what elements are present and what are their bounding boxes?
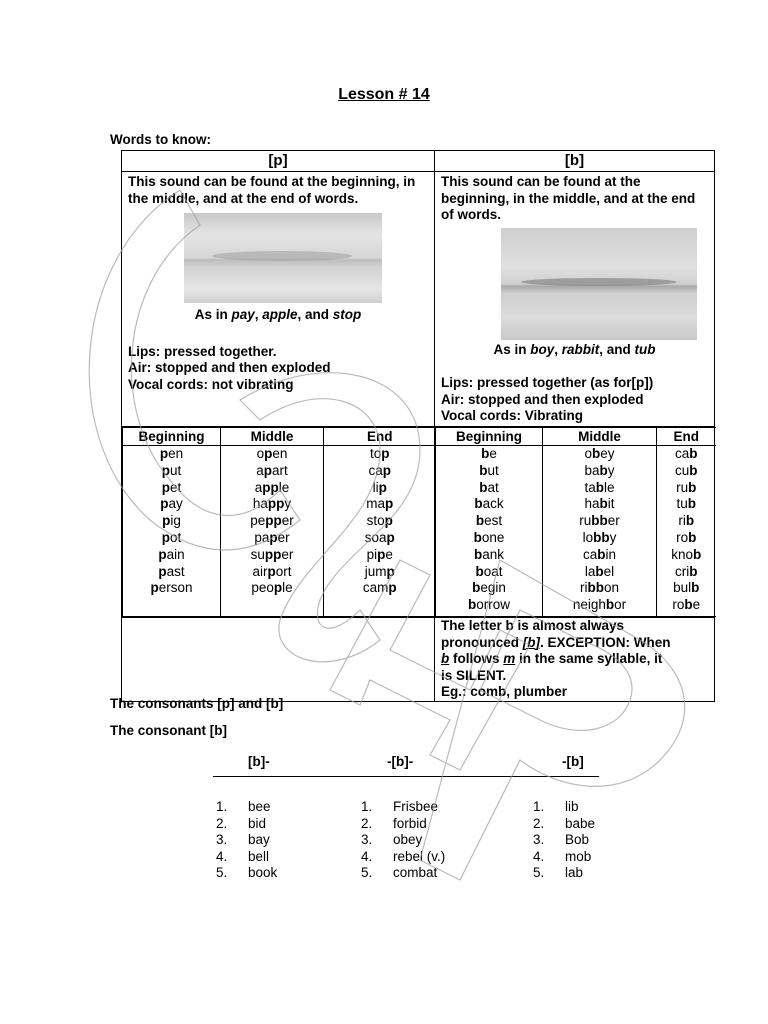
b-articulation: Lips: pressed together (as for[p]) Air: stopped and then exploded Vocal cords: Vibrating	[441, 375, 654, 423]
word-item: borrow	[467, 597, 510, 613]
word-item: soap	[364, 529, 395, 545]
word-item: bank	[473, 546, 505, 562]
word-item: stop	[366, 513, 393, 529]
word-item: pig	[162, 513, 181, 529]
list-item: 4. bell	[216, 848, 270, 864]
empty-cell	[122, 618, 435, 702]
list-item: 2. forbid	[361, 815, 427, 831]
word-item: cabin	[582, 546, 617, 562]
word-item: neighbor	[572, 597, 627, 613]
b-col-beginning: Beginning	[436, 428, 543, 446]
list-item: 2. babe	[533, 815, 596, 831]
p-mouth-image	[184, 213, 382, 303]
word-item: happy	[252, 496, 292, 512]
word-item: airport	[252, 563, 292, 579]
word-item: apple	[254, 479, 290, 495]
list-item: 1. lib	[533, 799, 579, 814]
word-item: person	[150, 580, 193, 596]
word-item: habit	[584, 496, 615, 512]
word-item: label	[584, 563, 615, 579]
word-item: but	[479, 462, 499, 478]
b-words-cell	[435, 427, 715, 618]
p-description-cell	[122, 172, 435, 427]
b-col-middle: Middle	[543, 428, 657, 446]
list-item: 5. lab	[533, 865, 584, 880]
word-item: obey	[584, 446, 615, 461]
word-item: boat	[475, 563, 503, 579]
word-item: cap	[368, 462, 391, 478]
word-item: bone	[473, 529, 505, 545]
word-item: bat	[479, 479, 499, 495]
p-example-caption: As in pay, apple, and stop	[194, 307, 362, 322]
list-item: 4. rebel (v.)	[361, 848, 446, 864]
b-middle-words	[543, 446, 657, 617]
word-item: top	[369, 446, 390, 461]
b-col-end: End	[657, 428, 716, 446]
p-end-words	[324, 446, 436, 617]
section-heading-consonants: The consonants [p] and [b]	[110, 696, 284, 711]
word-item: paper	[254, 529, 290, 545]
words-to-know-label: Words to know:	[110, 132, 211, 147]
b-header: [b]	[435, 151, 715, 172]
word-item: put	[161, 462, 182, 478]
phonics-table	[121, 150, 715, 702]
word-item: map	[366, 496, 394, 512]
p-col-end: End	[324, 428, 436, 446]
list-item: 1. bee	[216, 799, 271, 814]
word-item: crib	[675, 563, 698, 579]
b-end-words	[657, 446, 716, 617]
word-item: jump	[364, 563, 395, 579]
word-item: pet	[161, 479, 182, 495]
p-middle-words	[221, 446, 324, 617]
word-item: camp	[362, 580, 397, 596]
word-item: people	[251, 580, 293, 596]
word-item: baby	[584, 462, 615, 478]
p-articulation: Lips: pressed together. Air: stopped and then exploded Vocal cords: not vibrating	[128, 343, 331, 392]
p-col-beginning: Beginning	[123, 428, 221, 446]
word-item: pepper	[250, 513, 294, 529]
word-item: best	[475, 513, 503, 529]
word-item: pain	[158, 546, 185, 562]
word-item: pay	[160, 496, 183, 512]
word-item: ribbon	[579, 580, 620, 596]
list-item: 3. Bob	[533, 832, 590, 847]
word-item: knob	[671, 546, 702, 562]
b-example-caption: As in boy, rabbit, and tub	[493, 341, 656, 357]
p-words-table	[122, 427, 436, 617]
word-item: pot	[161, 529, 182, 545]
word-item: bulb	[673, 580, 700, 596]
p-words-cell	[122, 427, 435, 618]
p-header: [p]	[122, 151, 435, 172]
word-item: apart	[256, 462, 288, 478]
word-item: be	[481, 446, 497, 461]
p-description: This sound can be found at the beginning, in the middle, and at the end of words.	[128, 174, 416, 206]
word-item: supper	[250, 546, 294, 562]
page-title: Lesson # 14	[338, 86, 430, 103]
word-item: cab	[674, 446, 698, 461]
b-description: This sound can be found at the beginning, in the middle, and at the end of words.	[441, 174, 696, 222]
medial-b-list	[361, 799, 445, 882]
word-item: rubber	[579, 513, 620, 529]
word-item: tub	[676, 496, 696, 512]
list-item: 4. mob	[533, 848, 592, 864]
word-item: begin	[472, 580, 506, 596]
list-item: 5. book	[216, 865, 278, 880]
b-mouth-image	[501, 228, 697, 340]
list-divider	[213, 776, 599, 777]
word-item: robe	[672, 597, 701, 613]
word-item: table	[584, 479, 615, 495]
word-item: back	[474, 496, 504, 512]
list-item: 1. Frisbee	[361, 799, 439, 814]
p-beginning-words	[123, 446, 221, 617]
final-b-list	[533, 799, 595, 882]
b-words-table	[435, 427, 716, 617]
word-item: lobby	[582, 529, 617, 545]
initial-b-list	[216, 799, 277, 882]
word-item: pipe	[366, 546, 393, 562]
word-item: rob	[676, 529, 697, 545]
list-item: 5. combat	[361, 865, 438, 880]
list-header-final: -[b]	[562, 754, 584, 769]
word-item: past	[158, 563, 185, 579]
word-item: rib	[678, 513, 695, 529]
word-item: rub	[676, 479, 697, 495]
list-item: 3. obey	[361, 832, 423, 847]
b-beginning-words	[436, 446, 543, 617]
section-heading-b: The consonant [b]	[110, 723, 227, 738]
word-item: lip	[372, 479, 387, 495]
word-item: open	[256, 446, 288, 461]
b-exception-note: The letter b is almost always pronounced [b]. EXCEPTION: When b follows m in the same syllable, it is SILENT. Eg.: comb, plumber	[435, 618, 715, 702]
p-col-middle: Middle	[221, 428, 324, 446]
word-item: pen	[159, 446, 184, 461]
list-item: 2. bid	[216, 815, 267, 831]
list-item: 3. bay	[216, 832, 270, 847]
word-item: cub	[674, 462, 698, 478]
list-header-medial: -[b]-	[387, 754, 414, 769]
b-description-cell	[435, 172, 715, 427]
list-header-initial: [b]-	[248, 754, 270, 769]
